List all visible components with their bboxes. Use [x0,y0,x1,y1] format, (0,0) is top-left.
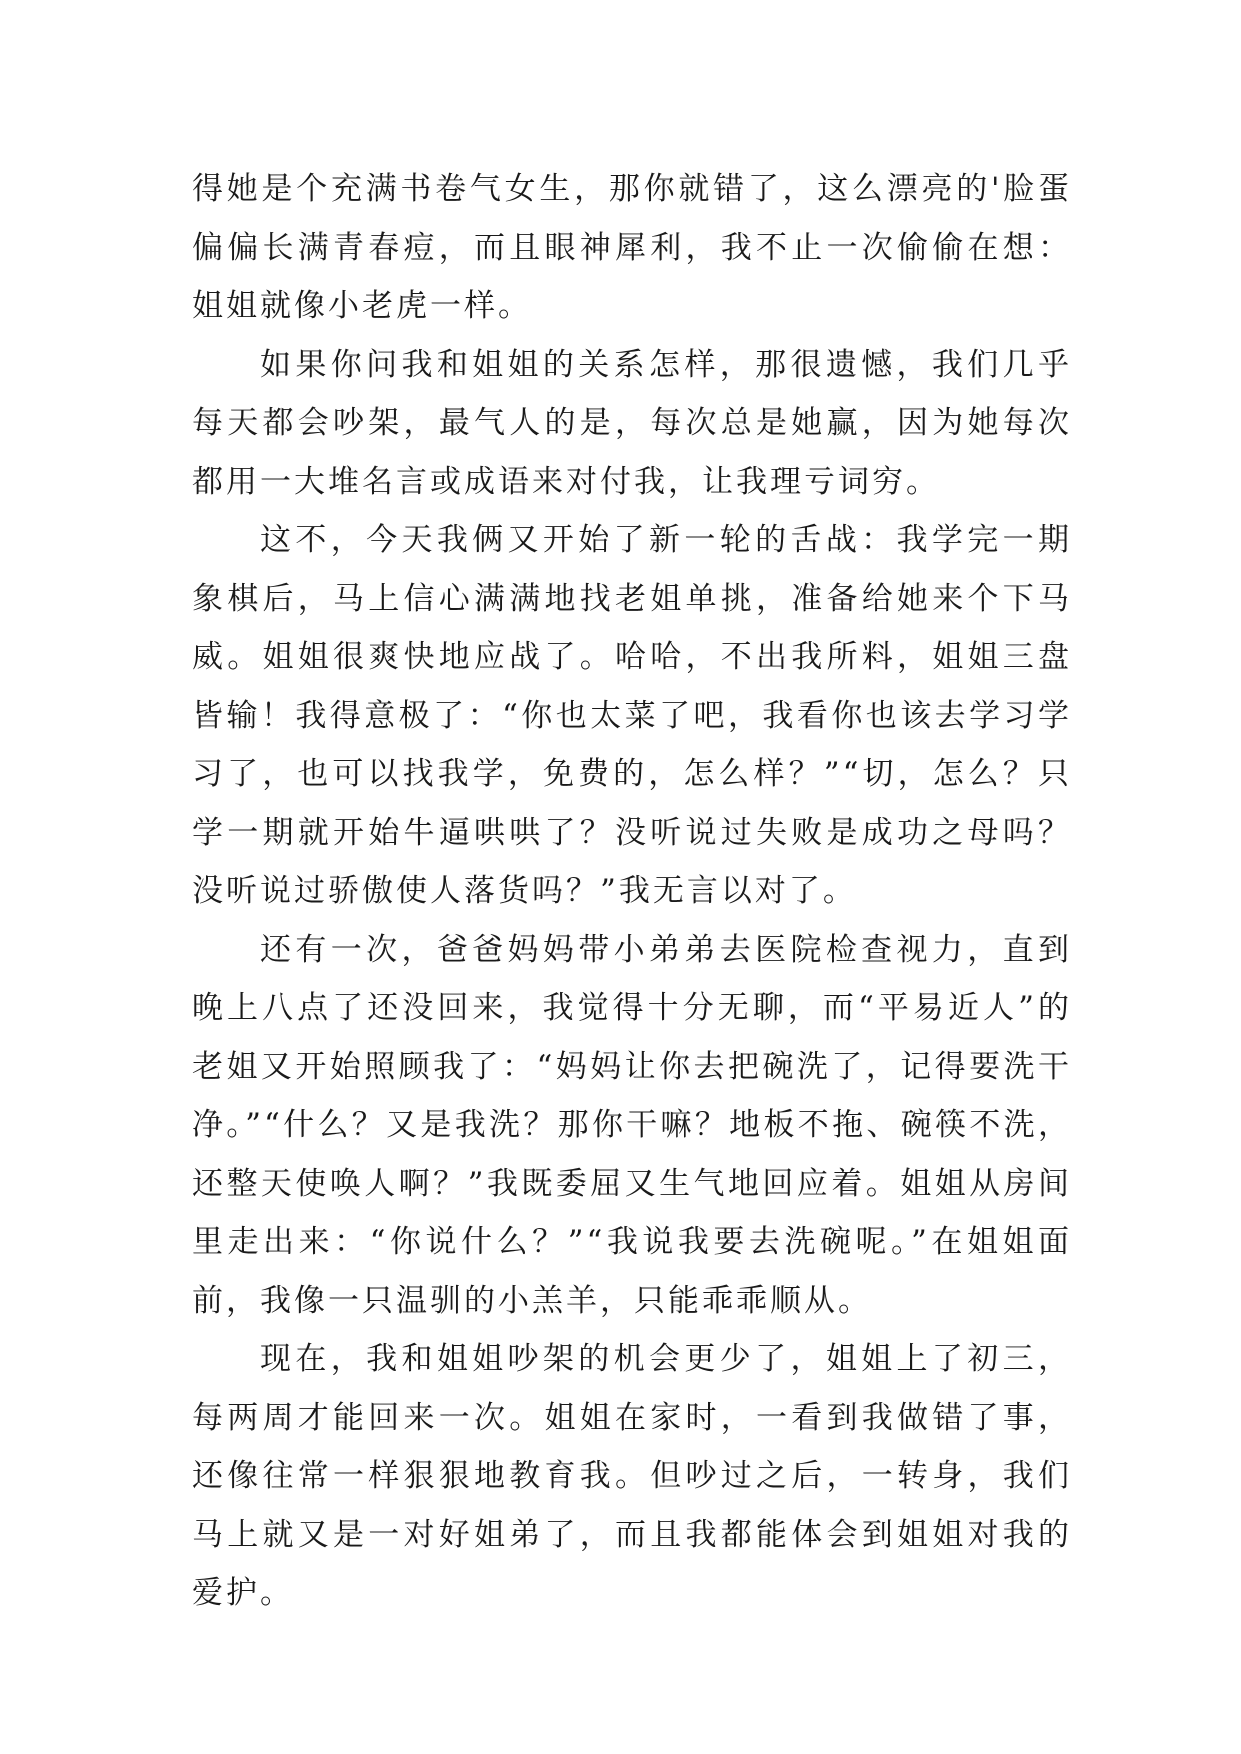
document-body [192,160,1072,1623]
paragraph-1: 得她是个充满书卷气女生，那你就错了，这么漂亮的'脸蛋偏偏长满青春痘，而且眼神犀利，我不止一次偷偷在想：姐姐就像小老虎一样。 [192,171,1072,324]
paragraph-4: 还有一次，爸爸妈妈带小弟弟去医院检查视力，直到晚上八点了还没回来，我觉得十分无聊，而“平易近人”的老姐又开始照顾我了：“妈妈让你去把碗洗了，记得要洗干净。”“什么？又是我洗？那你干嘛？地板不拖、碗筷不洗，还整天使唤人啊？”我既委屈又生气地回应着。姐姐从房间里走出来：“你说什么？”“我说我要去洗碗呢。”在姐姐面前，我像一只温驯的小羔羊，只能乖乖顺从。 [192,931,1072,1319]
paragraph-2: 如果你问我和姐姐的关系怎样，那很遗憾，我们几乎每天都会吵架，最气人的是，每次总是她赢，因为她每次都用一大堆名言或成语来对付我，让我理亏词穷。 [192,346,1072,500]
paragraph-3: 这不，今天我俩又开始了新一轮的舌战：我学完一期象棋后，马上信心满满地找老姐单挑，准备给她来个下马威。姐姐很爽快地应战了。哈哈，不出我所料，姐姐三盘皆输！我得意极了：“你也太菜了吧，我看你也该去学习学习了，也可以找我学，免费的，怎么样？”“切，怎么？只学一期就开始牛逼哄哄了？没听说过失败是成功之母吗？没听说过骄傲使人落货吗？”我无言以对了。 [192,522,1072,909]
paragraph-5: 现在，我和姐姐吵架的机会更少了，姐姐上了初三，每两周才能回来一次。姐姐在家时，一看到我做错了事，还像往常一样狠狠地教育我。但吵过之后，一转身，我们马上就又是一对好姐弟了，而且我都能体会到姐姐对我的爱护。 [192,1341,1072,1611]
